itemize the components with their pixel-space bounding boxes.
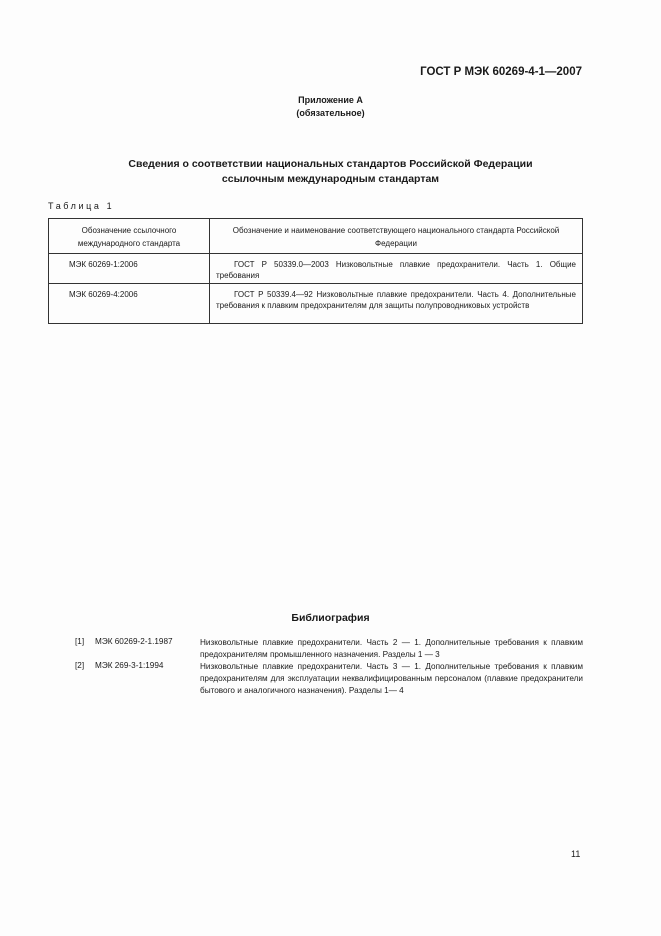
table-cell-ref: МЭК 60269-4:2006: [49, 284, 210, 324]
section-title-line1: Сведения о соответствии национальных стандартов Российской Федерации: [128, 158, 533, 170]
table-label: Таблица 1: [48, 201, 115, 211]
bibliography-title: Библиография: [291, 612, 370, 624]
document-code: ГОСТ Р МЭК 60269-4-1—2007: [420, 66, 582, 78]
table-row: [49, 254, 583, 284]
table-row: [49, 284, 583, 324]
page-number: 11: [571, 849, 581, 859]
bibliography-text: Низковольтные плавкие предохранители. Часть 2 — 1. Дополнительные требования к плавким предохранителям промышленного назначения. Разделы 1 — 3: [200, 638, 583, 659]
annex-subtitle: (обязательное): [296, 108, 365, 118]
bibliography-ref: МЭК 60269-2-1.1987: [95, 637, 173, 646]
table-header-national: Обозначение и наименование соответствующего национального стандарта Российской Федерации: [210, 219, 583, 254]
bibliography-text: Низковольтные плавкие предохранители. Часть 3 — 1. Дополнительные требования к плавким предохранителям для эксплуатации неквалифицированным персоналом (плавкие предохранители бытового и аналогичного назначения). Разделы 1— 4: [200, 662, 583, 695]
conformity-table: [48, 218, 583, 324]
annex-title: Приложение А: [298, 95, 363, 105]
table-cell-national: [210, 284, 583, 324]
table-header-row: [49, 219, 583, 254]
bibliography-number: [1]: [75, 637, 85, 646]
table-cell-national-text: ГОСТ Р 50339.4—92 Низковольтные плавкие предохранители. Часть 4. Дополнительные требования к плавким предохранителям для защиты полупроводниковых устройств: [216, 290, 576, 310]
bibliography-ref: МЭК 269-3-1:1994: [95, 661, 164, 670]
bibliography-number: [2]: [75, 661, 85, 670]
table-header-ref: Обозначение ссылочного международного стандарта: [49, 219, 210, 254]
table-cell-national: [210, 254, 583, 284]
table-cell-national-text: ГОСТ Р 50339.0—2003 Низковольтные плавкие предохранители. Часть 1. Общие требования: [216, 260, 576, 280]
table-cell-ref: МЭК 60269-1:2006: [49, 254, 210, 284]
section-title-line2: ссылочным международным стандартам: [221, 173, 440, 185]
